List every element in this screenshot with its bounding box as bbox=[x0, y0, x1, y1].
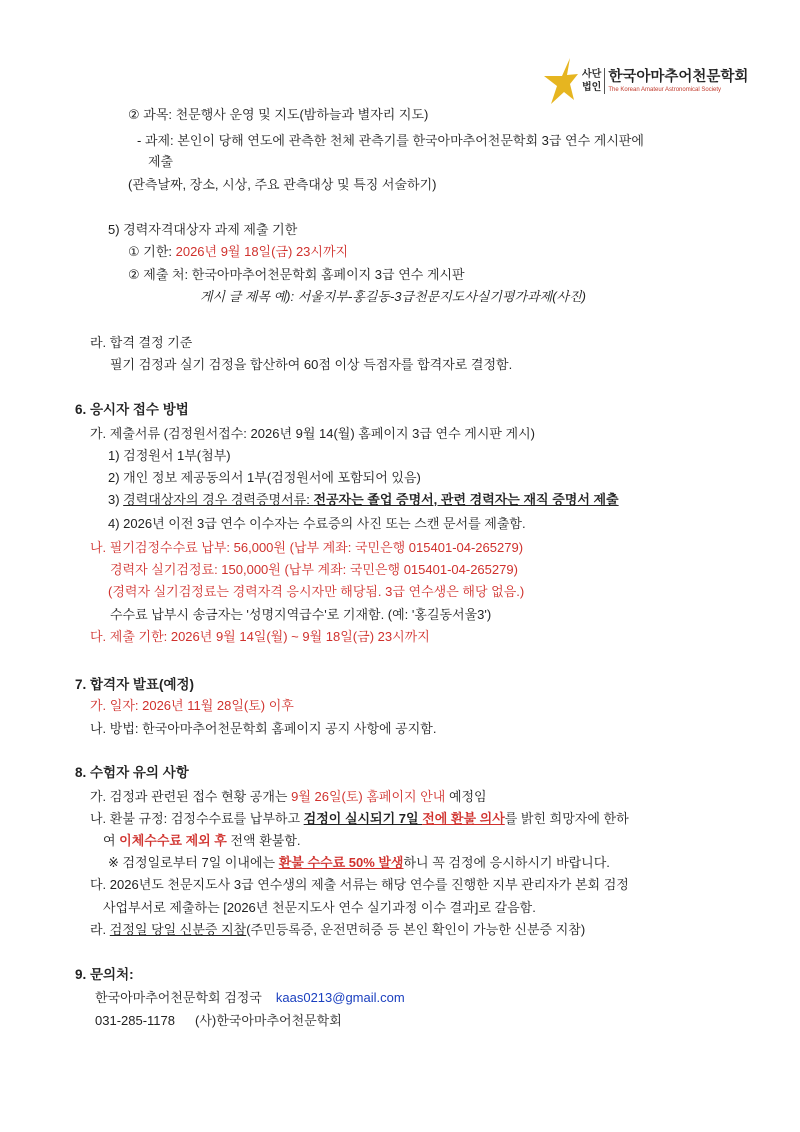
text: ※ 검정일로부터 7일 이내에는 bbox=[108, 855, 279, 870]
fee-line: 나. 필기검정수수료 납부: 56,000원 (납부 계좌: 국민은행 015401-04-265279) bbox=[90, 540, 524, 555]
submission-deadline: 다. 제출 기한: 2026년 9월 14일(월) ~ 9월 18일(금) 23시까지 bbox=[90, 629, 430, 644]
star-icon bbox=[540, 56, 580, 106]
logo-text bbox=[605, 68, 748, 95]
phone-line bbox=[95, 1012, 342, 1030]
doc-item-3 bbox=[108, 491, 619, 509]
notice-na-cont bbox=[103, 832, 301, 850]
deadline-line bbox=[128, 243, 348, 261]
highlight: 전에 환불 의사 bbox=[422, 811, 505, 826]
section9-title: 9. 문의처: bbox=[75, 967, 134, 982]
announce-date: 가. 일자: 2026년 11월 28일(토) 이후 bbox=[90, 698, 294, 713]
notice-ga bbox=[90, 788, 487, 806]
pass-criteria-title: 라. 합격 결정 기준 bbox=[90, 335, 193, 350]
pass-criteria-body: 필기 검정과 실기 검정을 합산하여 60점 이상 득점자를 합격자로 결정함. bbox=[110, 357, 513, 372]
text: 전액 환불함. bbox=[226, 833, 301, 848]
practical-fee-note: (경력자 실기검정료는 경력자격 응시자만 해당됨. 3급 연수생은 해당 없음.) bbox=[108, 584, 525, 599]
text: 라. bbox=[90, 922, 110, 937]
notice-da-cont: 사업부서로 제출하는 [2026년 천문지도사 연수 실기과정 이수 결과]로 갈음함. bbox=[103, 900, 536, 915]
contact-line bbox=[95, 989, 405, 1007]
contact-email[interactable]: kaas0213@gmail.com bbox=[275, 990, 405, 1005]
refund-note bbox=[108, 854, 610, 872]
logo-name: 한국아마추어천문학회 bbox=[608, 68, 749, 85]
section8-title: 8. 수험자 유의 사항 bbox=[75, 765, 189, 780]
item-text: 경력대상자의 경우 경력증명서류: bbox=[123, 492, 314, 507]
notice-na bbox=[90, 810, 629, 828]
deadline-value: 2026년 9월 18일(금) 23시까지 bbox=[175, 244, 349, 259]
doc-item-2: 2) 개인 정보 제공동의서 1부(검정원서에 포함되어 있음) bbox=[108, 470, 421, 485]
highlight: 이체수수료 제외 후 bbox=[119, 833, 227, 848]
notice-da: 다. 2026년도 천문지도사 3급 연수생의 제출 서류는 해당 연수를 진행한 지부 관리자가 본회 검정 bbox=[90, 877, 629, 892]
submit-line: ② 제출 처: 한국아마추어천문학회 홈페이지 3급 연수 게시판 bbox=[128, 267, 465, 282]
corp-type-line: 사단 bbox=[582, 69, 602, 80]
corp-type bbox=[582, 68, 605, 94]
announce-method: 나. 방법: 한국아마추어천문학회 홈페이지 공지 사항에 공지함. bbox=[90, 721, 437, 736]
text: 예정임 bbox=[445, 789, 487, 804]
remitter-note: 수수료 납부시 송금자는 '성명지역급수'로 기재함. (예: '홍길동서울3') bbox=[110, 607, 492, 622]
emphasis: 검정일 당일 신분증 지참 bbox=[109, 922, 247, 937]
task-note: (관측날짜, 장소, 시상, 주요 관측대상 및 특징 서술하기) bbox=[128, 177, 437, 192]
notice-ra bbox=[90, 921, 585, 939]
corp-type-line: 법인 bbox=[582, 82, 602, 93]
emphasis: 검정이 실시되기 7일 bbox=[303, 811, 423, 826]
subject-line: ② 과목: 천문행사 운영 및 지도(밤하늘과 별자리 지도) bbox=[128, 107, 429, 122]
contact-phone: 031-285-1178 bbox=[95, 1013, 175, 1028]
contact-org: 한국아마추어천문학회 검정국 bbox=[95, 990, 262, 1005]
doc-item-4: 4) 2026년 이전 3급 연수 이수자는 수료증의 사진 또는 스캔 문서를 제출함. bbox=[108, 516, 526, 531]
deadline-label: ① 기한: bbox=[128, 244, 176, 259]
text: 나. 환불 규정: 검정수수료를 납부하고 bbox=[90, 811, 304, 826]
item-number: 3) bbox=[108, 492, 124, 507]
text: 를 밝힌 희망자에 한하 bbox=[504, 811, 629, 826]
documents-line: 가. 제출서류 (검정원서접수: 2026년 9월 14(월) 홈페이지 3급 연수 게시판 게시) bbox=[90, 426, 536, 441]
text: 하니 꼭 검정에 응시하시기 바랍니다. bbox=[403, 855, 610, 870]
text: 여 bbox=[103, 833, 120, 848]
highlight: 9월 26일(토) 홈페이지 안내 bbox=[291, 789, 446, 804]
section5-title: 5) 경력자격대상자 과제 제출 기한 bbox=[108, 222, 298, 237]
task-line-cont: 제출 bbox=[148, 154, 174, 169]
doc-item-1: 1) 검정원서 1부(첨부) bbox=[108, 448, 231, 463]
example-title: 게시 글 제목 예): 서울지부-홍길동-3급천문지도사실기평가과제(사진) bbox=[200, 289, 587, 304]
text: 가. 검정과 관련된 접수 현황 공개는 bbox=[90, 789, 292, 804]
practical-fee-line: 경력자 실기검정료: 150,000원 (납부 계좌: 국민은행 015401-04-265279) bbox=[110, 562, 518, 577]
section7-title: 7. 합격자 발표(예정) bbox=[75, 677, 195, 692]
highlight: 환불 수수료 50% 발생 bbox=[278, 855, 404, 870]
text: (주민등록증, 운전면허증 등 본인 확인이 가능한 신분증 지참) bbox=[246, 922, 586, 937]
contact-org-full: (사)한국아마추어천문학회 bbox=[195, 1013, 342, 1028]
item-emphasis: 전공자는 졸업 증명서, 관련 경력자는 재직 증명서 제출 bbox=[313, 492, 619, 507]
society-logo bbox=[540, 56, 748, 106]
logo-english: The Korean Amateur Astronomical Society bbox=[608, 86, 722, 93]
task-line: - 과제: 본인이 당해 연도에 관측한 천체 관측기를 한국아마추어천문학회 3급 연수 게시판에 bbox=[137, 133, 644, 148]
section6-title: 6. 응시자 접수 방법 bbox=[75, 402, 189, 417]
